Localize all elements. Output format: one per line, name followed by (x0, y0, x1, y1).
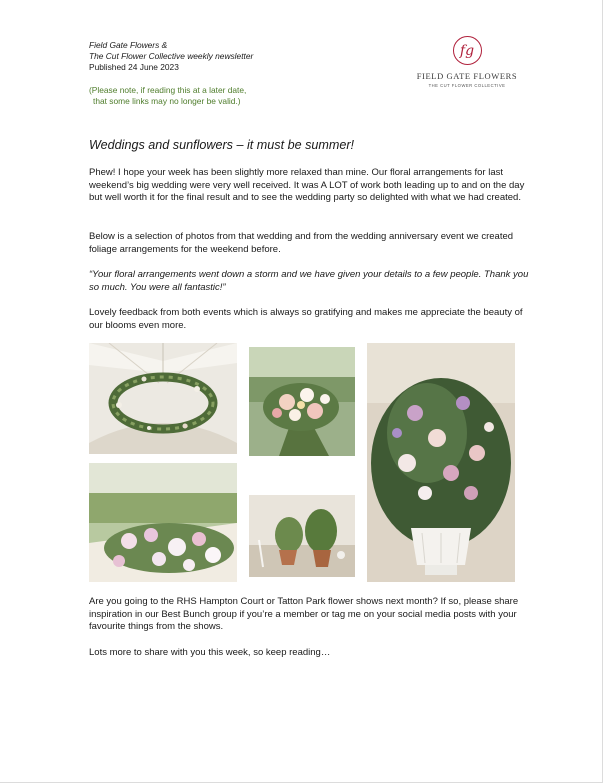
paragraph-feedback: Lovely feedback from both events which is always so gratifying and makes me appreciate the beauty of our blooms even more. (89, 307, 523, 331)
photo-potted-foliage (249, 495, 355, 577)
brand-tagline: THE CUT FLOWER COLLECTIVE (428, 83, 506, 88)
published-date: Published 24 June 2023 (89, 62, 179, 72)
brand-name: FIELD GATE FLOWERS (416, 71, 518, 81)
photo-bridal-bouquet (249, 347, 355, 456)
photo-hanging-hoop (89, 343, 237, 454)
note-line-1: (Please note, if reading this at a later date, (89, 85, 247, 95)
paragraph-keep-reading: Lots more to share with you this week, so keep reading… (89, 647, 331, 658)
header-line-2: The Cut Flower Collective weekly newsletter (89, 51, 254, 61)
testimonial-quote: “Your floral arrangements went down a storm and we have given your details to a few people. Thank you so much. You were all fantastic!” (89, 269, 529, 293)
photo-table-flowers (89, 463, 237, 582)
newsletter-header (89, 40, 253, 73)
paragraph-intro: Phew! I hope your week has been slightly more relaxed than mine. Our floral arrangements for last weekend’s big wedding were very well received. It was A LOT of work both leading up to and on the day but well worth it for the final result and to see the wedding party so delighted with what we had created. (89, 167, 525, 204)
brand-logo (414, 36, 520, 88)
paragraph-photos: Below is a selection of photos from that wedding and from the wedding anniversary event we created foliage arrangements for the weekend before. (89, 231, 514, 255)
monogram: fg (459, 42, 475, 59)
article-title: Weddings and sunflowers – it must be summer! (89, 138, 355, 152)
note-line-2: that some links may no longer be valid.) (93, 96, 241, 106)
validity-note (89, 85, 246, 107)
photo-urn-arrangement (367, 343, 515, 582)
header-line-1: Field Gate Flowers & (89, 40, 168, 50)
paragraph-flower-shows: Are you going to the RHS Hampton Court or Tatton Park flower shows next month? If so, please share inspiration in our Best Bunch group if you’re a member or tag me on your social media posts with your favourite things from the shows. (89, 596, 519, 633)
monogram-circle (453, 36, 482, 65)
